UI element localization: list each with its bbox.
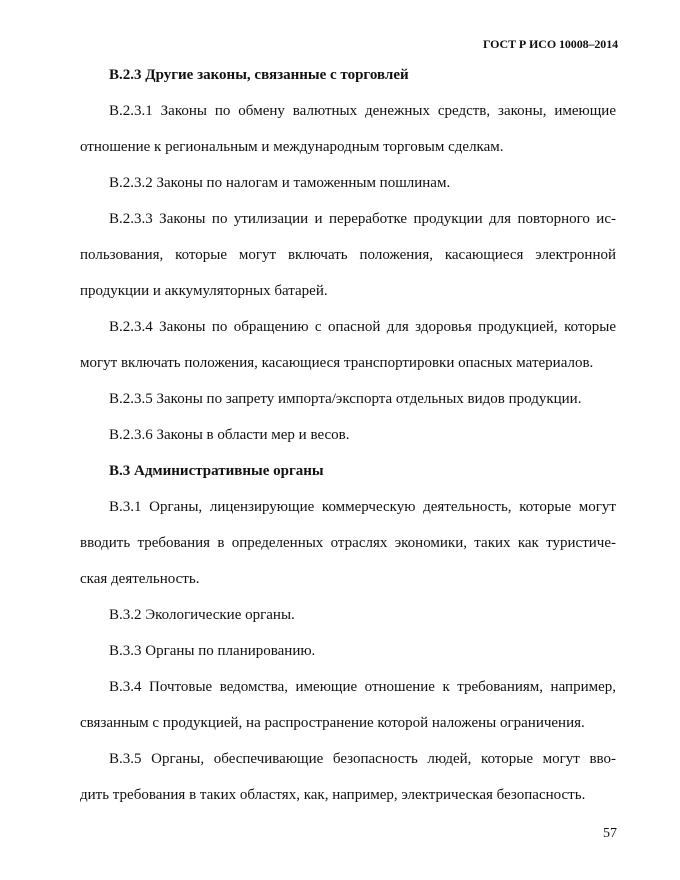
paragraph-b232: В.2.3.2 Законы по налогам и таможенным пошлинам. bbox=[109, 175, 451, 191]
paragraph-b233-line1: В.2.3.3 Законы по утилизации и переработке продукции для повторного ис- bbox=[109, 211, 616, 227]
paragraph-b234-line2: могут включать положения, касающиеся транспортировки опасных материалов. bbox=[80, 355, 594, 371]
paragraph-b235: В.2.3.5 Законы по запрету импорта/экспорта отдельных видов продукции. bbox=[109, 391, 582, 407]
standard-designation: ГОСТ Р ИСО 10008–2014 bbox=[482, 37, 618, 51]
paragraph-b31-line1: В.3.1 Органы, лицензирующие коммерческую деятельность, которые могут bbox=[109, 499, 616, 515]
paragraph-b231-line2: отношение к региональным и международным торговым сделкам. bbox=[80, 139, 504, 155]
paragraph-b32: В.3.2 Экологические органы. bbox=[109, 607, 295, 623]
paragraph-b233-line2: пользования, которые могут включать положения, касающиеся электронной bbox=[80, 247, 616, 263]
paragraph-b233-line3: продукции и аккумуляторных батарей. bbox=[80, 283, 328, 299]
section-heading-b3: В.3 Административные органы bbox=[109, 463, 324, 479]
paragraph-b31-line3: ская деятельность. bbox=[80, 571, 200, 587]
document-body bbox=[80, 57, 616, 813]
paragraph-b35-line2: дить требования в таких областях, как, например, электрическая безопасность. bbox=[80, 787, 586, 803]
paragraph-b34-line2: связанным с продукцией, на распространение которой наложены ограничения. bbox=[80, 715, 585, 731]
paragraph-b236: В.2.3.6 Законы в области мер и весов. bbox=[109, 427, 350, 443]
page-number: 57 bbox=[603, 826, 617, 841]
section-heading-b23: В.2.3 Другие законы, связанные с торговлей bbox=[109, 67, 409, 83]
paragraph-b234-line1: В.2.3.4 Законы по обращению с опасной для здоровья продукцией, которые bbox=[109, 319, 616, 335]
paragraph-b34-line1: В.3.4 Почтовые ведомства, имеющие отношение к требованиям, например, bbox=[109, 679, 616, 695]
paragraph-b231-line1: В.2.3.1 Законы по обмену валютных денежных средств, законы, имеющие bbox=[109, 103, 616, 119]
paragraph-b31-line2: вводить требования в определенных отраслях экономики, таких как туристиче- bbox=[80, 535, 616, 551]
paragraph-b35-line1: В.3.5 Органы, обеспечивающие безопасность людей, которые могут вво- bbox=[109, 751, 616, 767]
paragraph-b33: В.3.3 Органы по планированию. bbox=[109, 643, 316, 659]
